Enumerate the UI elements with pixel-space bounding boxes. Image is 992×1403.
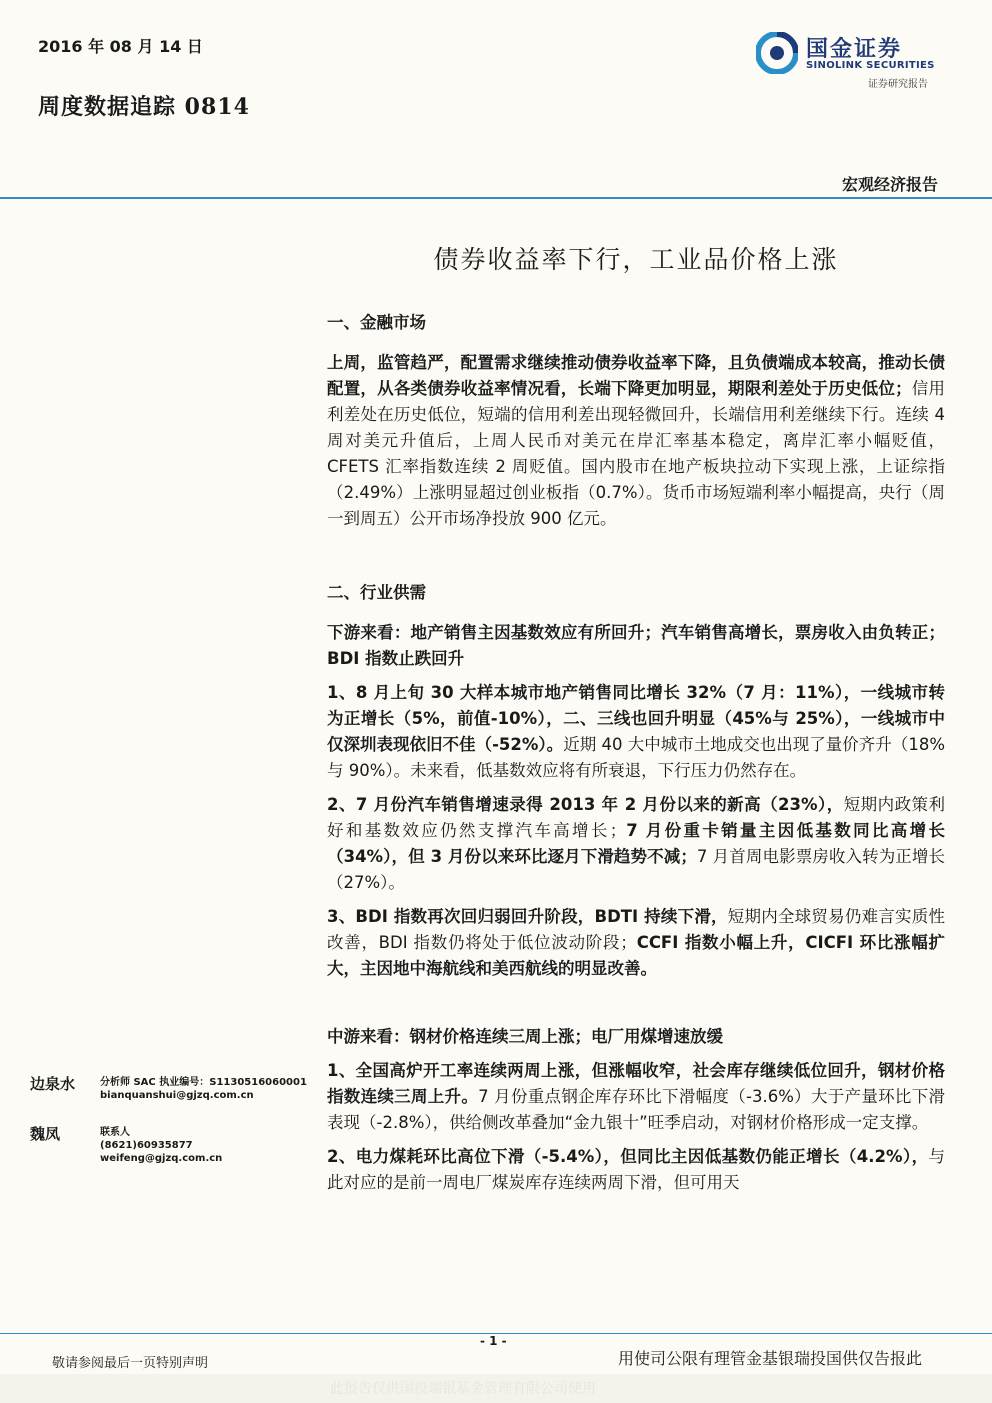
report-body <box>327 310 945 1204</box>
paragraph <box>327 680 945 784</box>
paragraph-text: 信用利差处在历史低位，短端的信用利差出现轻微回升，长端信用利差继续下行。连续 4 周对美元升值后，上周人民币对美元在岸汇率基本稳定，离岸汇率小幅贬值， CFETS 汇率指数连续 2 周贬值。国内股市在地产板块拉动下实现上涨，上证综指（2.49%）上涨明显超过创业板指（0.7%）。货币市场短端利率小幅提高，央行（周一到周五）公开市场净投放 900 亿元。 <box>327 379 946 528</box>
paragraph-bold: 3、BDI 指数再次回归弱回升阶段，BDTI 持续下滑， <box>327 907 728 926</box>
paragraph-bold: 7 月份重卡销量主因低基数同比高增长（34%），但 3 月份以来环比逐月下滑趋势不减； <box>327 821 946 866</box>
paragraph-bold: 2、电力煤耗环比高位下滑（-5.4%），但同比主因低基数仍能正增长（4.2%）， <box>327 1147 929 1166</box>
analyst-entry <box>30 1123 320 1173</box>
analyst-phone: (8621)60935877 <box>100 1140 193 1151</box>
report-type: 宏观经济报告 <box>841 175 938 194</box>
company-logo <box>756 30 956 90</box>
paragraph-text: 短期内政策利好和基数效应仍然支撑汽车高增长； <box>327 795 945 840</box>
analyst-info <box>100 1126 222 1165</box>
analyst-cert: 分析师 SAC 执业编号：S1130516060001 <box>100 1077 307 1088</box>
analyst-role: 联系人 <box>100 1127 130 1138</box>
paragraph-text: 7 月份重点钢企库存环比下滑幅度（-3.6%）大于产量环比下滑表现（-2.8%），供给侧改革叠加“金九银十”旺季启动，对钢材价格形成一定支撑。 <box>327 1087 946 1132</box>
paragraph-bold: 上周，监管趋严，配置需求继续推动债券收益率下降，且负债端成本较高，推动长债配置，从各类债券收益率情况看，长端下降更加明显，期限利差处于历史低位； <box>327 353 945 398</box>
report-date: 2016 年 08 月 14 日 <box>38 37 203 56</box>
logo-chinese-name: 国金证券 <box>806 37 903 62</box>
section-heading-industry: 二、行业供需 <box>327 583 426 602</box>
footer-notice: 用使司公限有理管金基银瑞投国供仅告报此 <box>618 1349 923 1368</box>
subheading-midstream: 中游来看：钢材价格连续三周上涨；电厂用煤增速放缓 <box>327 1027 723 1046</box>
logo-mark-icon <box>756 32 798 74</box>
paragraph <box>327 1144 945 1196</box>
logo-subtitle: 证券研究报告 <box>868 79 928 90</box>
analyst-entry <box>30 1073 320 1123</box>
paragraph-text: 7 月首周电影票房收入转为正增长（27%）。 <box>327 847 945 892</box>
paragraph-text: 短期内全球贸易仍难言实质性改善，BDI 指数仍将处于低位波动阶段； <box>327 907 945 952</box>
analyst-name: 边泉水 <box>30 1075 76 1093</box>
analyst-panel <box>30 1073 320 1173</box>
header-divider <box>0 197 992 199</box>
report-series-title: 周度数据追踪 0814 <box>38 94 250 120</box>
paragraph <box>327 904 945 982</box>
paragraph-bold: 2、7 月份汽车销售增速录得 2013 年 2 月份以来的新高（23%）， <box>327 795 844 814</box>
paragraph-bold: 1、全国高炉开工率连续两周上涨，但涨幅收窄，社会库存继续低位回升，钢材价格指数连续三周上升。 <box>327 1061 945 1106</box>
paragraph-text: 与此对应的是前一周电厂煤炭库存连续两周下滑，但可用天 <box>327 1147 945 1192</box>
paragraph-bold: CCFI 指数小幅上升，CICFI 环比涨幅扩大，主因地中海航线和美西航线的明显改善。 <box>327 933 946 978</box>
analyst-email: weifeng@gjzq.com.cn <box>100 1153 223 1164</box>
analyst-email: bianquanshui@gjzq.com.cn <box>100 1090 254 1101</box>
paragraph-text: 近期 40 大中城市土地成交也出现了量价齐升（18%与 90%）。未来看，低基数效应将有所衰退，下行压力仍然存在。 <box>327 735 945 780</box>
logo-english-name: SINOLINK SECURITIES <box>806 60 935 71</box>
paragraph-bold: 1、8 月上旬 30 大样本城市地产销售同比增长 32%（7 月：11%），一线城市转为正增长（5%，前值-10%），二、三线也回升明显（45%与 25%），一线城市中仅深圳表现依旧不佳（-52%）。 <box>327 683 945 754</box>
subheading-downstream: 下游来看：地产销售主因基数效应有所回升；汽车销售高增长，票房收入由负转正；BDI 指数止跌回升 <box>327 623 945 668</box>
footer-disclaimer: 敬请参阅最后一页特别声明 <box>52 1356 209 1371</box>
section-heading-financial-market: 一、金融市场 <box>327 313 426 332</box>
paragraph <box>327 1058 945 1136</box>
page-number: - 1 - <box>480 1334 507 1348</box>
analyst-name: 魏凤 <box>30 1125 61 1143</box>
watermark: 此报告仅供国投瑞银基金管理有限公司使用 <box>330 1381 596 1397</box>
report-title: 债券收益率下行，工业品价格上涨 <box>433 245 839 274</box>
paragraph <box>327 350 945 532</box>
paragraph <box>327 792 945 896</box>
analyst-info <box>100 1076 307 1102</box>
